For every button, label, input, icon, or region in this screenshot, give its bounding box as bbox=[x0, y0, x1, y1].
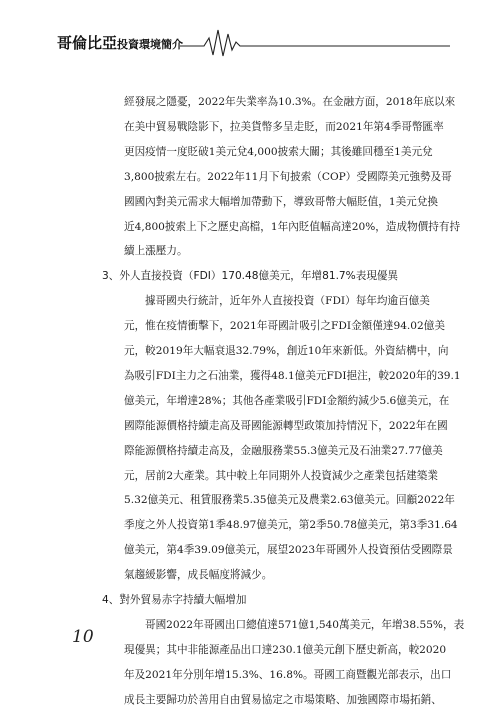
paragraph-line: 際能源價格持續走高及，金融服務業55.3億美元及石油業27.77億美 bbox=[124, 444, 443, 457]
paragraph-line: 續上漲壓力。 bbox=[124, 245, 188, 258]
paragraph-line: 國際能源價格持續走高及哥國能源轉型政策加持情況下，2022年在國 bbox=[124, 419, 448, 432]
paragraph-line: 元，惟在疫情衝擊下，2021年哥國計吸引之FDI金額僅達94.02億美 bbox=[124, 320, 445, 333]
paragraph-line: 在美中貿易戰陰影下，拉美貨幣多呈走貶，而2021年第4季哥幣匯率 bbox=[124, 120, 444, 133]
paragraph-line: 現優異；其中非能源產品出口達230.1億美元創下歷史新高，較2020 bbox=[124, 643, 447, 656]
paragraph-line: 億美元，年增達28%；其他各產業吸引FDI金額約減少5.6億美元，在 bbox=[124, 394, 450, 407]
paragraph-line: 成長主要歸功於善用自由貿易協定之市場策略、加強國際市場拓銷、 bbox=[124, 693, 442, 706]
header-title-main: 哥倫比亞 bbox=[57, 34, 118, 52]
paragraph-line: 年及2021年分別年增15.3%、16.8%。哥國工商暨觀光部表示，出口 bbox=[124, 668, 452, 681]
paragraph-line: 更因疫情一度貶破1美元兌4,000披索大關；其後雖回穩至1美元兌 bbox=[124, 145, 433, 158]
paragraph-line: 國國內對美元需求大幅增加帶動下，導致哥幣大幅貶值，1美元兌換 bbox=[124, 195, 438, 208]
section-heading-3: 3、外人直接投資（FDI）170.48億美元，年增81.7%表現優異 bbox=[102, 270, 399, 283]
section-heading-4: 4、對外貿易赤字持續大幅增加 bbox=[102, 594, 247, 606]
header-title-sub: 投資環境簡介 bbox=[117, 38, 184, 51]
paragraph-line: 元，較2019年大幅衰退32.79%，創近10年來新低。外資結構中，向 bbox=[124, 345, 449, 357]
paragraph-line: 5.32億美元、租賃服務業5.35億美元及農業2.63億美元。回顧2022年 bbox=[124, 494, 455, 507]
paragraph-line: 據哥國央行統計，近年外人直接投資（FDI）每年均逾百億美 bbox=[145, 295, 430, 308]
paragraph-line: 經發展之隱憂，2022年失業率為10.3%。在金融方面，2018年底以來 bbox=[124, 96, 456, 108]
paragraph-line: 元，居前2大產業。其中較上年同期外人投資減少之產業包括建築業 bbox=[124, 469, 438, 482]
paragraph-line: 季度之外人投資第1季48.97億美元，第2季50.78億美元，第3季31.64 bbox=[124, 519, 458, 532]
paragraph-line: 億美元，第4季39.09億美元，展望2023年哥國外人投資預估受國際景 bbox=[124, 544, 453, 557]
paragraph-line: 氣趨緩影響，成長幅度將減少。 bbox=[124, 569, 273, 582]
paragraph-line: 3,800披索左右。2022年11月下旬披索（COP）受國際美元強勢及哥 bbox=[124, 170, 452, 183]
paragraph-line: 哥國2022年哥國出口總值達571億1,540萬美元，年增38.55%，表 bbox=[145, 618, 465, 631]
page-number: 10 bbox=[72, 627, 94, 647]
paragraph-line: 近4,800披索上下之歷史高檔，1年內貶值幅高達20%，造成物價持有持 bbox=[124, 220, 461, 233]
paragraph-line: 為吸引FDI主力之石油業，獲得48.1億美元FDI挹注，較2020年的39.1 bbox=[124, 369, 461, 382]
